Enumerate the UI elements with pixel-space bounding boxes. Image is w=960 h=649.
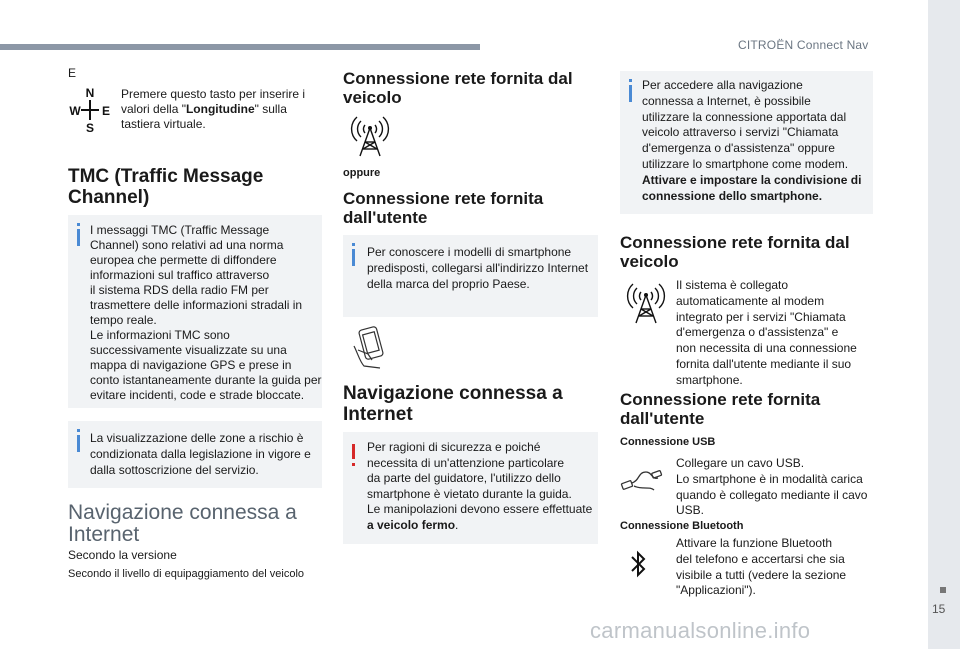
connected-nav-title-2: Navigazione connessa a Internet [343,383,563,425]
watermark: carmanualsonline.info [590,618,811,643]
side-margin-bar [928,0,960,649]
compass-instructions: Premere questo tasto per inserire i valori della "Longitudine" sulla tastiera virtuale. [121,87,306,132]
connected-nav-title: Navigazione connessa a Internet [68,501,297,546]
vehicle-connection-text: Il sistema è collegato automaticamente al modem integrato per i servizi "Chiamata d'emergenza o d'assistenza" e non necessita di una connessione fornita dall'utente mediante il suo smartphone. [676,278,857,387]
info-icon [77,435,80,452]
page-number: 15 [932,602,946,616]
bluetooth-label: Connessione Bluetooth [620,520,744,532]
usb-cable-icon [620,466,664,496]
models-info-box [343,235,598,317]
info-icon [352,249,355,266]
bluetooth-text: Attivare la funzione Bluetooth del telefono e accertarsi che sia visibile a tutti (vedere la sezione "Applicazioni"). [676,536,847,598]
models-info-text: Per conoscere i modelli di smartphone predisposti, collegarsi all'indirizzo Internet della marca del proprio Paese. [367,245,589,291]
warning-icon [352,444,355,459]
tmc-info-box [68,215,322,408]
oppure-label: oppure [343,167,381,179]
smartphone-hand-icon [350,324,390,370]
user-connection-title-2: Connessione rete fornita dall'utente [620,390,821,428]
usb-label: Connessione USB [620,436,716,448]
info-icon [629,85,632,102]
vehicle-connection-title: Connessione rete fornita dal veicolo [343,69,573,107]
access-info-box [620,71,873,214]
zones-info-box [68,421,322,488]
antenna-icon-2 [628,281,664,325]
tmc-title: TMC (Traffic Message Channel) [68,166,264,208]
section-letter: E [68,66,77,80]
zones-info-text: La visualizzazione delle zone a rischio è condizionata dalla legislazione in vigore e dalla sottoscrizione del servizio. [90,431,311,477]
info-icon [77,229,80,246]
version-note: Secondo la versione [68,548,177,562]
compass-w: W [69,104,81,118]
compass-e: E [101,104,111,118]
safety-warning-text: Per ragioni di sicurezza e poiché necessita di un'attenzione particolare da parte del guidatore, l'utilizzo dello smartphone è vietato durante la guida. Le manipolazioni devono essere effettuate a veicolo fermo. [367,440,593,532]
user-connection-title: Connessione rete fornita dall'utente [343,189,544,227]
safety-warning-box [343,432,598,544]
compass-n: N [85,86,95,100]
bluetooth-icon [628,548,648,580]
brand-header: CITROËN Connect Nav [738,38,869,52]
antenna-icon [352,114,388,158]
continuation-marker [940,587,946,593]
usb-text: Collegare un cavo USB. Lo smartphone è in modalità carica quando è collegato mediante il cavo USB. [676,456,868,518]
compass-s: S [85,121,95,135]
access-info-text: Per accedere alla navigazione connessa a Internet, è possibile utilizzare la connessione apportata dal veicolo attraverso i servizi "Chiamata d'emergenza o d'assistenza" oppure utilizzare lo smartphone come modem. Attivare e impostare la condivisione di connessione dello smartphone. [642,78,862,203]
header-bar [0,44,480,50]
equipment-note: Secondo il livello di equipaggiamento del veicolo [68,568,305,580]
compass-key-icon [69,86,111,134]
tmc-info-text: I messaggi TMC (Traffic Message Channel) sono relativi ad una norma europea che permette di diffondere informazioni sul traffico attraverso il sistema RDS della radio FM per trasmettere delle informazioni stradali in tempo reale. Le informazioni TMC sono successivamente visualizzate su una mappa di navigazione GPS e prese in conto istantaneamente durante la guida per evitare incidenti, code e strade bloccate. [90,223,322,402]
vehicle-connection-title-2: Connessione rete fornita dal veicolo [620,233,850,271]
